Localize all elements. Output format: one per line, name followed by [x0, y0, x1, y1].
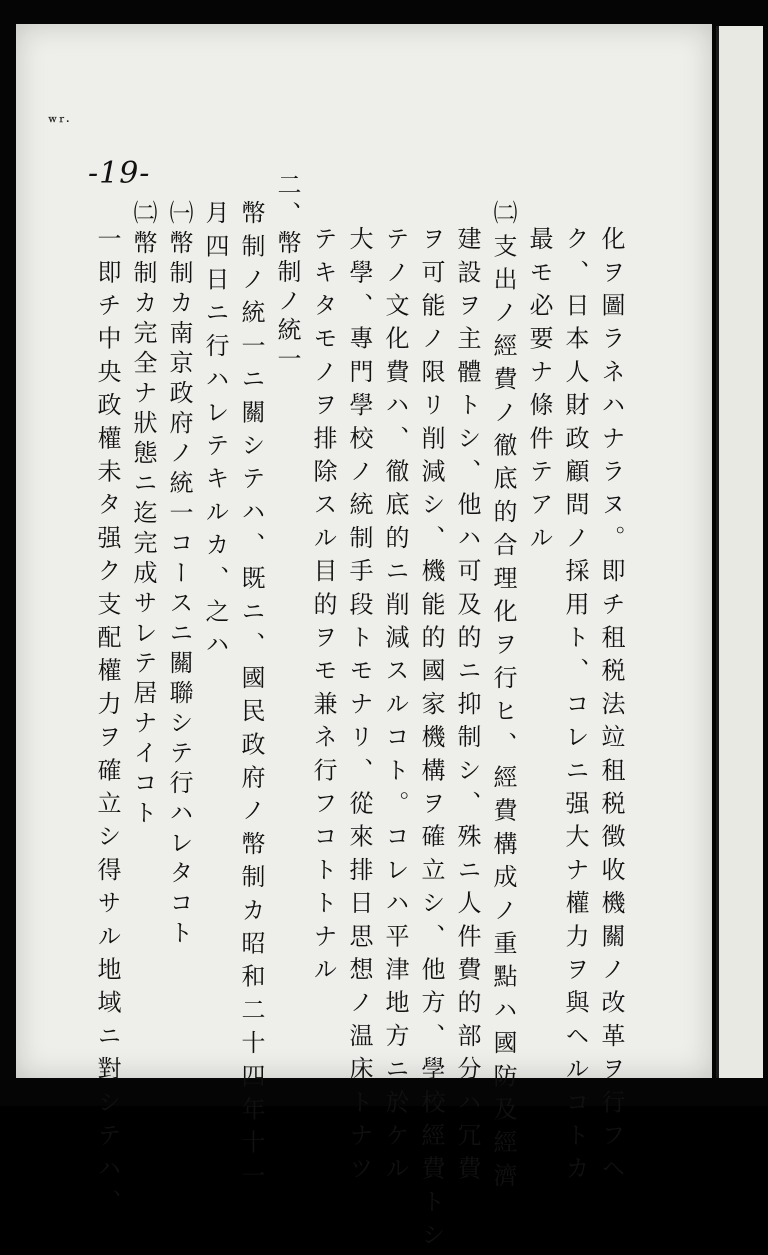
- adjacent-page-edge: [716, 26, 763, 1078]
- text-column-11: 幣制ノ統一ニ關シテハ、既ニ、國民政府ノ幣制カ昭和二十四年十一: [237, 200, 265, 1196]
- section-heading: 二、幣制ノ統一: [273, 172, 301, 375]
- text-column-8: 大學、專門學校ノ統制手段トモナリ、從來排日思想ノ温床トナツ: [345, 226, 373, 1189]
- text-column-14: ㈡幣制カ完全ナ狀態ニ迄完成サレテ居ナイコト: [129, 200, 157, 830]
- text-column-12: 月四日ニ行ハレテキルカ、之ハ: [201, 200, 229, 665]
- text-column-3: 最モ必要ナ條件テアル: [525, 226, 553, 558]
- text-column-2: ク、日本人財政顧問ノ採用ト、コレニ强大ナ權力ヲ與ヘルコトカ: [561, 226, 589, 1189]
- text-column-1: 化ヲ圖ラネハナラヌ。即チ租税法竝租税徴收機關ノ改革ヲ行フヘ: [597, 226, 625, 1189]
- text-column-15: 一即チ中央政權未タ强ク支配權力ヲ確立シ得サル地域ニ對シテハ、: [93, 226, 121, 1223]
- text-column-6: ヲ可能ノ限リ削減シ、機能的國家機構ヲ確立シ、他方、學校經費トシ: [417, 226, 445, 1255]
- page-mark: ｗｒ.: [48, 115, 70, 125]
- text-column-5: 建設ヲ主體トシ、他ハ可及的ニ抑制シ、殊ニ人件費的部分ハ冗費: [453, 226, 481, 1189]
- text-column-13: ㈠幣制カ南京政府ノ統一コースニ關聯シテ行ハレタコト: [165, 200, 193, 950]
- text-column-9: テキタモノヲ排除スル目的ヲモ兼ネ行フコトトナル: [309, 226, 337, 990]
- text-column-4: ㈡支出ノ經費ノ徹底的合理化ヲ行ヒ、經費構成ノ重點ハ國防及經濟: [489, 200, 517, 1197]
- page-number: -19-: [88, 156, 151, 191]
- text-column-7: テノ文化費ハ、徹底的ニ削減スルコト。コレハ平津地方ニ於ケル: [381, 226, 409, 1189]
